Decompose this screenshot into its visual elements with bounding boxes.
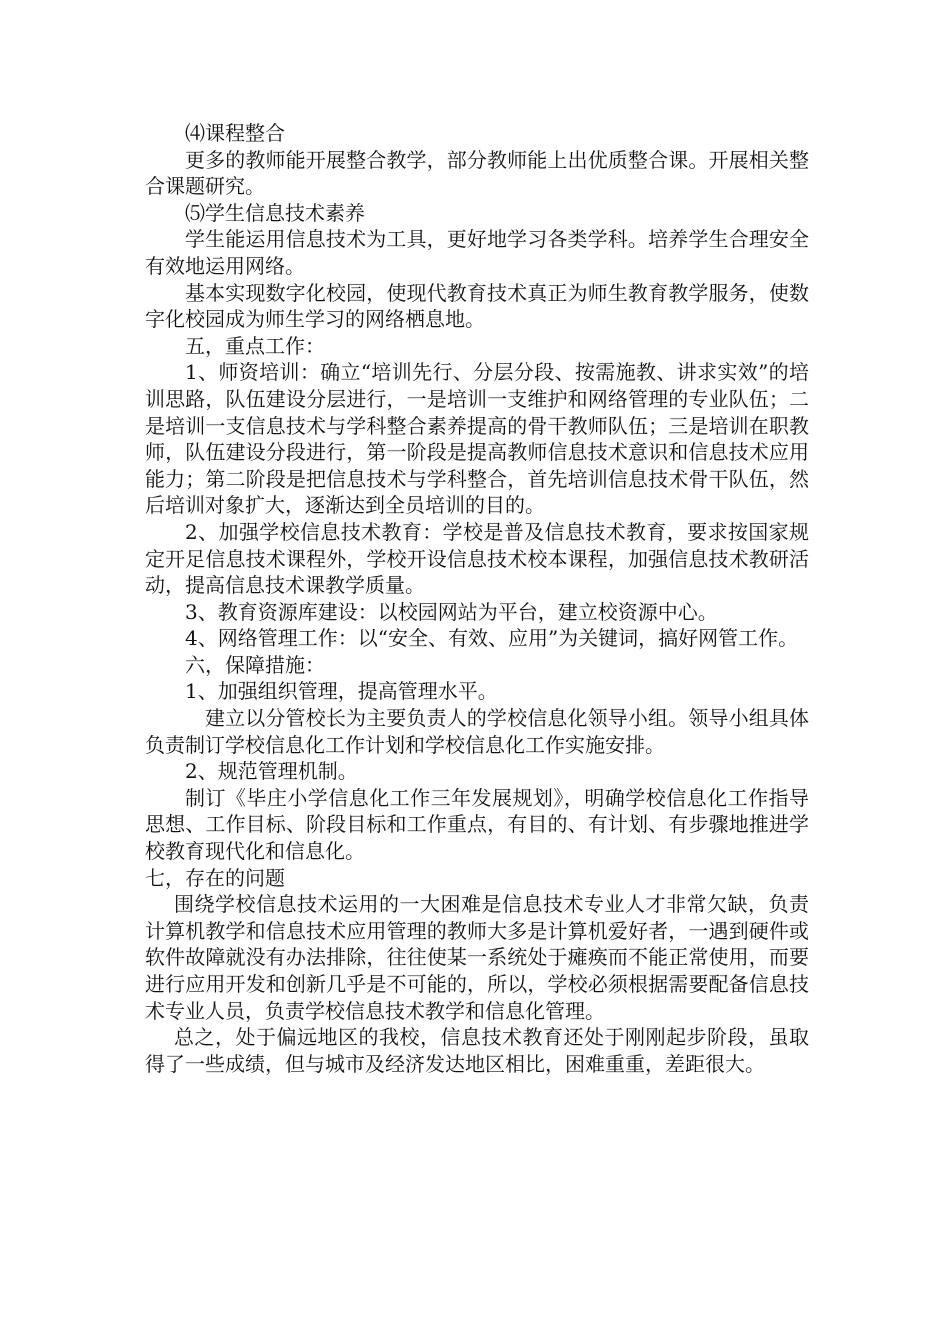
paragraph-student-literacy: 学生能运用信息技术为工具，更好地学习各类学科。培养学生合理安全有效地运用网络。 (145, 227, 809, 278)
paragraph-network-management: 4、网络管理工作：以“安全、有效、应用”为关键词，搞好网管工作。 (185, 626, 799, 651)
paragraph-digital-campus: 基本实现数字化校园，使现代教育技术真正为师生教育教学服务，使数字化校园成为师生学习的网络栖息地。 (145, 280, 809, 332)
paragraph-course-integration: 更多的教师能开展整合教学，部分教师能上出优质整合课。开展相关整合课题研究。 (145, 147, 809, 199)
section-heading-key-work: 五，重点工作： (185, 333, 325, 358)
document-body (145, 120, 809, 1077)
subheading-management-mechanism: 2、规范管理机制。 (185, 759, 358, 784)
paragraph-resource-library: 3、教育资源库建设：以校园网站为平台，建立校资源中心。 (185, 599, 718, 624)
paragraph-teacher-training: 1、师资培训：确立“培训先行、分层分段、按需施教、讲求实效”的培训思路，队伍建设分层进行，一是培训一支维护和网络管理的专业队伍；二是培训一支信息技术与学科整合素养提高的骨干教师队伍；三是培训在职教师，队伍建设分段进行，第一阶段是提高教师信息技术意识和信息技术应用能力；第二阶段是把信息技术与学科整合，首先培训信息技术骨干队伍，然后培训对象扩大，逐渐达到全员培训的目的。 (145, 360, 809, 518)
subheading-course-integration: ⑷课程整合 (185, 121, 285, 145)
subheading-student-literacy: ⑸学生信息技术素养 (185, 200, 365, 225)
paragraph-leadership-group: 建立以分管校长为主要负责人的学校信息化领导小组。领导小组具体负责制订学校信息化工作计划和学校信息化工作实施安排。 (145, 706, 809, 757)
subheading-organization: 1、加强组织管理，提高管理水平。 (185, 679, 498, 704)
section-heading-safeguards: 六，保障措施： (185, 652, 325, 677)
paragraph-conclusion: 总之，处于偏远地区的我校，信息技术教育还处于刚刚起步阶段，虽取得了一些成绩，但与城市及经济发达地区相比，困难重重，差距很大。 (145, 1025, 809, 1076)
paragraph-development-plan: 制订《毕庄小学信息化工作三年发展规划》，明确学校信息化工作指导思想、工作目标、阶段目标和工作重点，有目的、有计划、有步骤地推进学校教育现代化和信息化。 (145, 785, 809, 864)
section-heading-problems: 七，存在的问题 (145, 865, 285, 890)
paragraph-problems: 围绕学校信息技术运用的一大困难是信息技术专业人才非常欠缺，负责计算机教学和信息技术应用管理的教师大多是计算机爱好者，一遇到硬件或软件故障就没有办法排除，往往使某一系统处于瘫痪而不能正常使用，而要进行应用开发和创新几乎是不可能的，所以，学校必须根据需要配备信息技术专业人员，负责学校信息技术教学和信息化管理。 (145, 892, 809, 1023)
paragraph-it-education: 2、加强学校信息技术教育：学校是普及信息技术教育，要求按国家规定开足信息技术课程外，学校开设信息技术校本课程，加强信息技术教研活动，提高信息技术课教学质量。 (145, 519, 809, 598)
